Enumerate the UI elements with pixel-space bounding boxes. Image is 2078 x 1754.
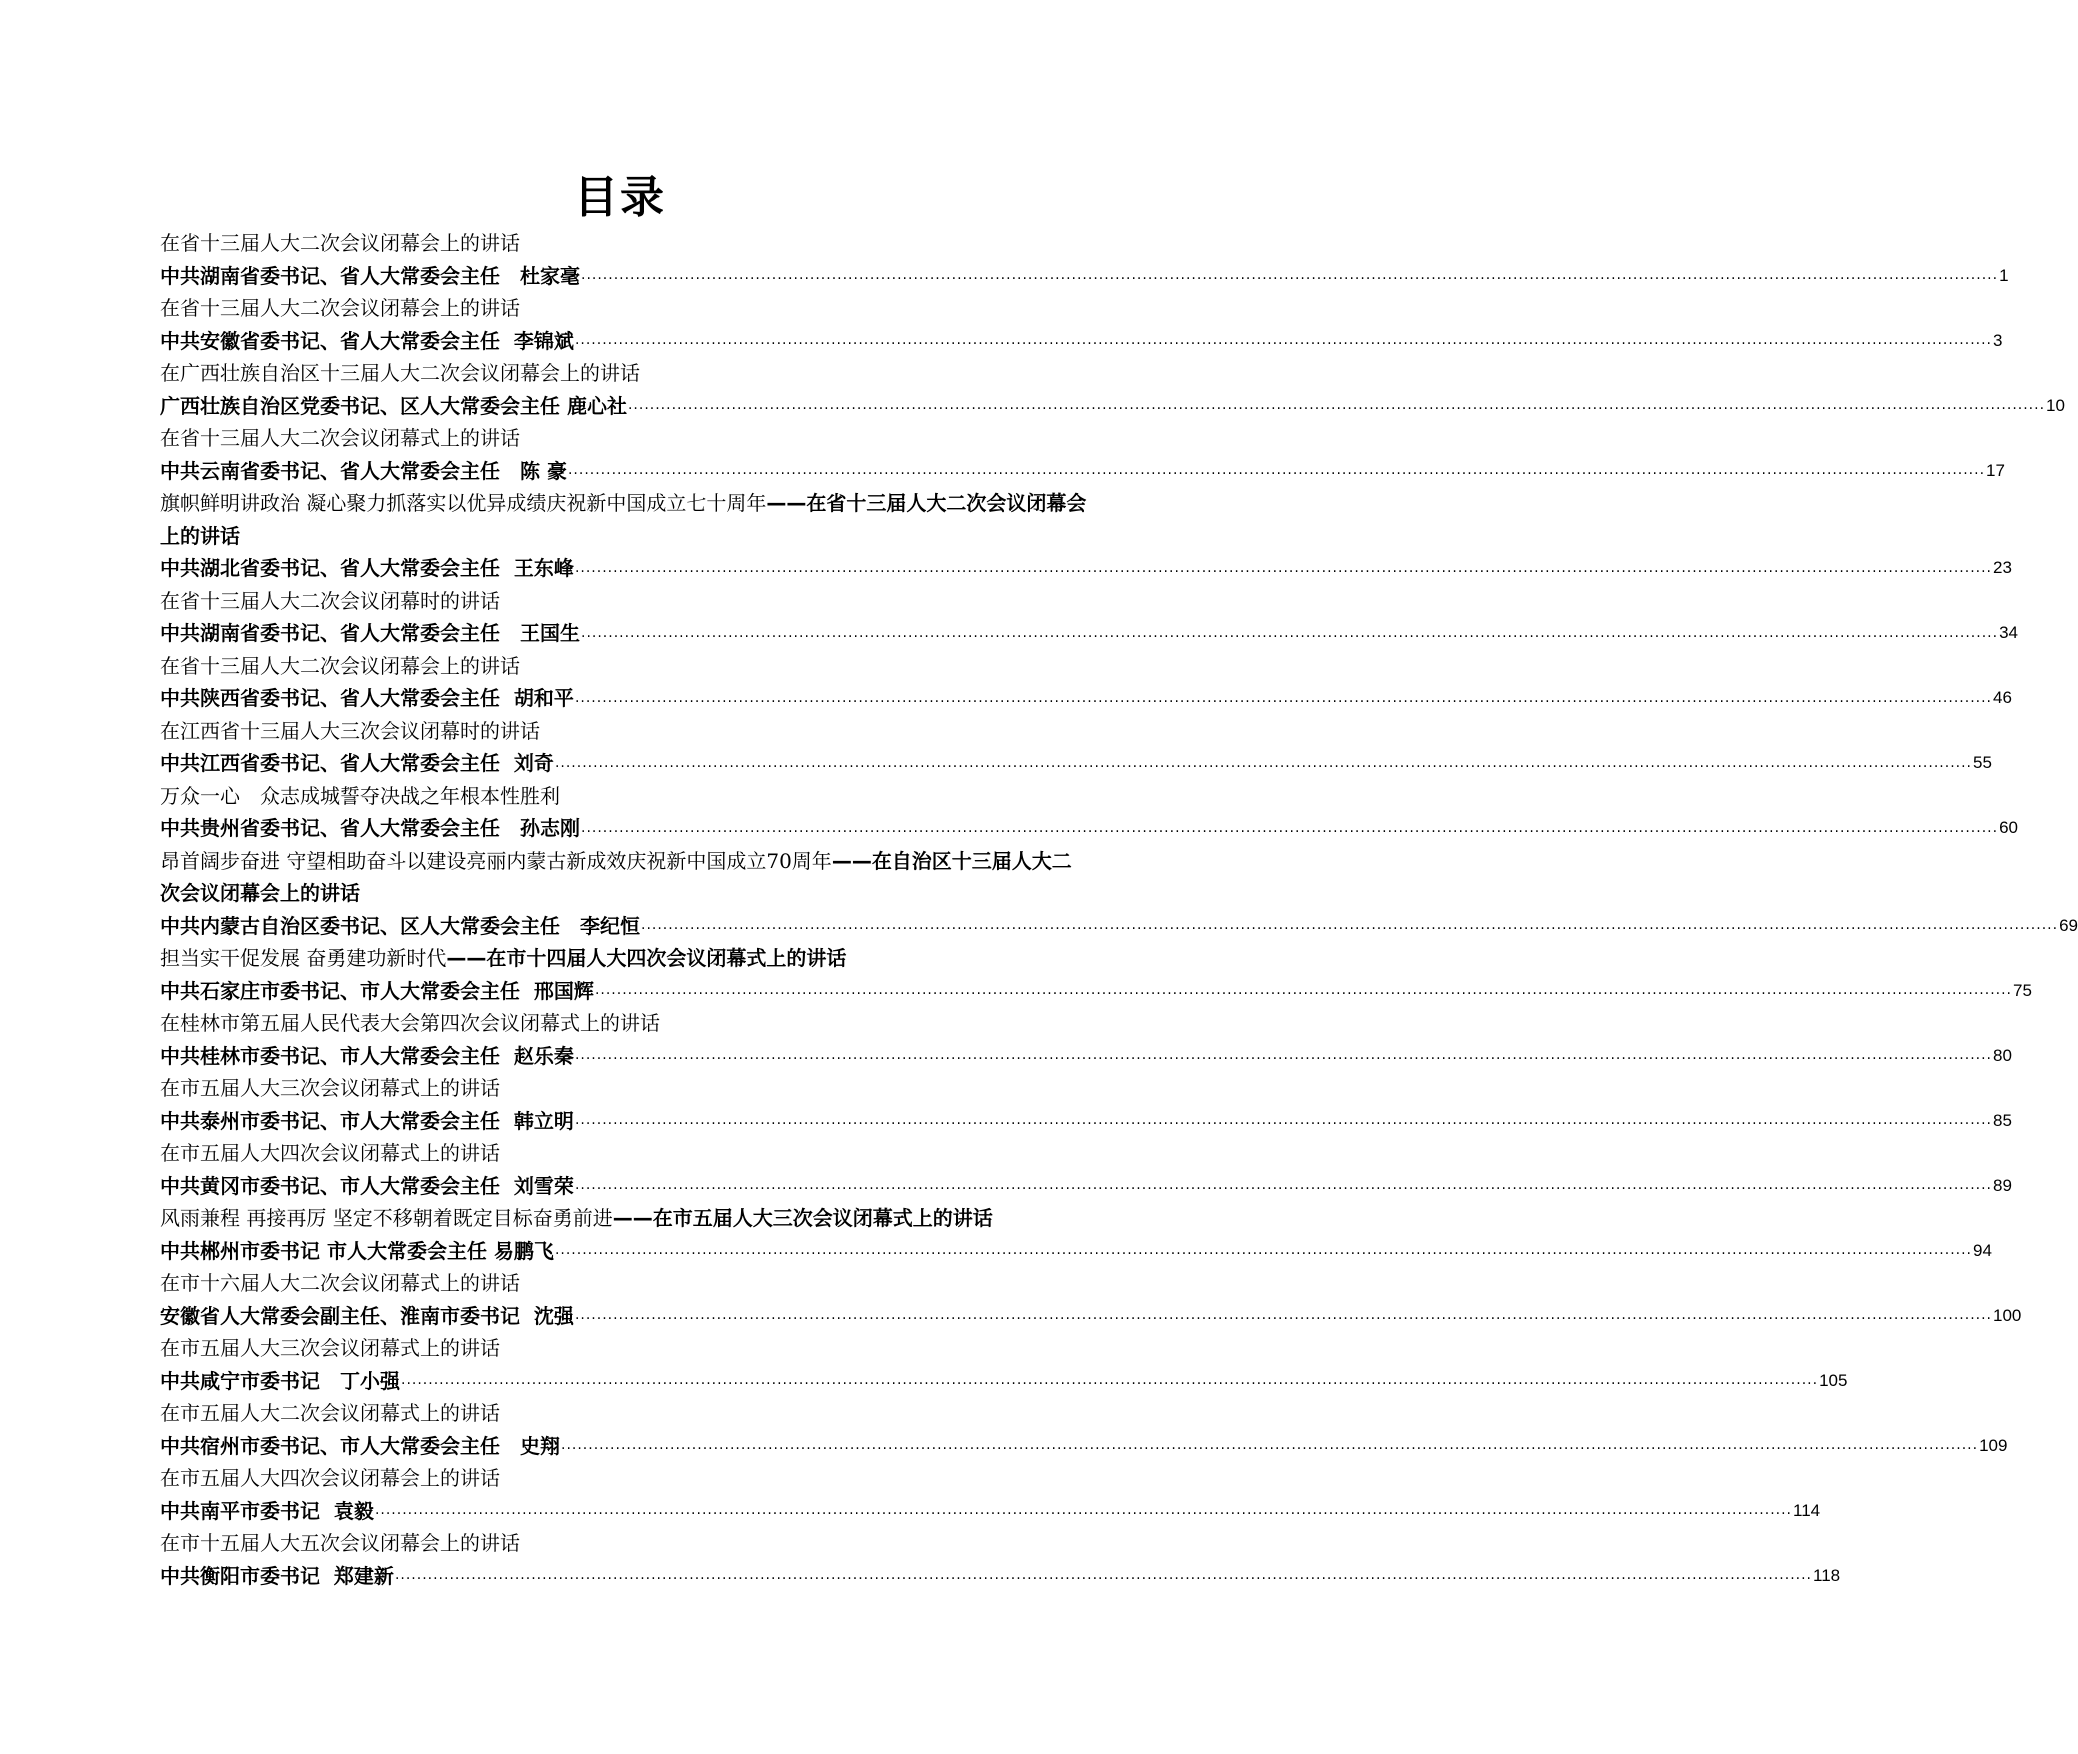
toc-entry-author-line [160, 390, 2065, 423]
toc-entry-author-line [160, 325, 2003, 358]
toc-entry-title-text: 在市五届人大三次会议闭幕式上的讲话 [160, 1076, 500, 1100]
dot-leader: .................................................................................................................................................................................................................................................................... [594, 982, 2012, 998]
toc-entry-title-text: 在市五届人大四次会议闭幕会上的讲话 [160, 1466, 500, 1490]
toc-entry-page-number: 85 [1993, 1110, 2012, 1130]
toc-entry-author: 中共云南省委书记、省人大常委会主任 陈 豪 [160, 458, 567, 483]
toc-entry-author: 中共内蒙古自治区委书记、区人大常委会主任 李纪恒 [160, 913, 640, 938]
toc-entry-title [160, 780, 1090, 813]
toc-entry[interactable] [160, 650, 2012, 715]
toc-entry-title-text: 在市十五届人大五次会议闭幕会上的讲话 [160, 1531, 520, 1555]
toc-entry-author: 中共湖南省委书记、省人大常委会主任 王国生 [160, 621, 580, 645]
toc-entry[interactable] [160, 585, 2018, 650]
dot-leader: .................................................................................................................................................................................................................................................................... [554, 1242, 1972, 1258]
toc-entry-title-text: 在省十三届人大二次会议闭幕会上的讲话 [160, 296, 520, 320]
toc-entry-author: 中共衡阳市委书记 郑建新 [160, 1563, 394, 1588]
toc-entry-page-number: 46 [1993, 688, 2012, 707]
toc-entry-page-number: 60 [1999, 818, 2018, 837]
toc-entry-page-number: 55 [1973, 753, 1992, 772]
toc-entry-page-number: 69 [2059, 915, 2078, 935]
dot-leader: .................................................................................................................................................................................................................................................................... [554, 754, 1972, 771]
toc-entry-title-text: 在江西省十三届人大三次会议闭幕时的讲话 [160, 718, 540, 743]
toc-entry-author: 广西壮族自治区党委书记、区人大常委会主任 鹿心社 [160, 393, 627, 418]
toc-entry-author-line [160, 1105, 2012, 1138]
toc-entry-author: 中共桂林市委书记、市人大常委会主任 赵乐秦 [160, 1043, 574, 1068]
toc-entry-title [160, 1267, 1090, 1300]
dot-leader: .................................................................................................................................................................................................................................................................... [574, 332, 1992, 348]
toc-entry-author-line [160, 975, 2032, 1008]
toc-entry-title-text: 在省十三届人大二次会议闭幕会上的讲话 [160, 653, 520, 678]
toc-entry[interactable] [160, 1527, 1841, 1592]
toc-entry-author: 中共郴州市委书记 市人大常委会主任 易鹏飞 [160, 1238, 554, 1263]
toc-entry[interactable] [160, 357, 2065, 422]
dot-leader: .................................................................................................................................................................................................................................................................... [581, 819, 1999, 836]
toc-entry-page-number: 80 [1993, 1045, 2012, 1065]
toc-entry-author-line [160, 1495, 1821, 1528]
toc-entry-title [160, 292, 1090, 325]
toc-entry-page-number: 100 [1993, 1305, 2022, 1325]
dot-leader: .................................................................................................................................................................................................................................................................... [581, 267, 1999, 283]
toc-entry-author: 中共泰州市委书记、市人大常委会主任 韩立明 [160, 1108, 574, 1133]
dot-leader: .................................................................................................................................................................................................................................................................... [574, 1047, 1992, 1063]
toc-entry-page-number: 10 [2046, 395, 2065, 415]
dot-leader: .................................................................................................................................................................................................................................................................... [574, 1112, 1992, 1128]
toc-entry[interactable] [160, 1267, 2022, 1332]
toc-entry[interactable] [160, 780, 2018, 845]
table-of-contents [160, 227, 2078, 1592]
toc-entry-title-text: 在市五届人大三次会议闭幕式上的讲话 [160, 1336, 500, 1360]
toc-entry[interactable] [160, 845, 2078, 943]
toc-entry-page-number: 17 [1986, 460, 2005, 480]
toc-entry-title-text: 在省十三届人大二次会议闭幕时的讲话 [160, 588, 500, 613]
toc-entry[interactable] [160, 942, 2032, 1007]
toc-entry-title-text: 风雨兼程 再接再厉 坚定不移朝着既定目标奋勇前进 [160, 1206, 613, 1230]
toc-entry-title-suffix: ——在市十四届人大四次会议闭幕式上的讲话 [446, 946, 847, 970]
toc-entry-author-line [160, 617, 2018, 650]
toc-entry-author-line [160, 1560, 1841, 1593]
toc-entry[interactable] [160, 1397, 2008, 1462]
toc-entry-page-number: 109 [1979, 1435, 2008, 1455]
dot-leader: .................................................................................................................................................................................................................................................................... [567, 462, 1986, 478]
toc-entry-title-text: 昂首阔步奋进 守望相助奋斗以建设亮丽内蒙古新成效庆祝新中国成立70周年 [160, 848, 832, 873]
dot-leader: .................................................................................................................................................................................................................................................................... [574, 1307, 1992, 1323]
toc-entry-page-number: 94 [1973, 1240, 1992, 1260]
toc-entry-author: 安徽省人大常委会副主任、淮南市委书记 沈强 [160, 1303, 574, 1328]
toc-entry-title [160, 422, 1090, 455]
dot-leader: .................................................................................................................................................................................................................................................................... [581, 624, 1999, 641]
toc-entry-page-number: 34 [1999, 623, 2018, 642]
toc-entry[interactable] [160, 1202, 1992, 1267]
toc-entry[interactable] [160, 1007, 2012, 1072]
toc-entry-title-suffix: ——在自治区十三届人大二次会议闭幕会上的讲话 [160, 848, 1072, 905]
toc-entry-title [160, 227, 1090, 260]
toc-entry-title [160, 845, 1090, 910]
dot-leader: .................................................................................................................................................................................................................................................................... [627, 397, 2046, 413]
toc-entry-author-line [160, 1235, 1992, 1268]
toc-entry-author-line [160, 812, 2018, 845]
toc-entry-title-text: 担当实干促发展 奋勇建功新时代 [160, 946, 447, 970]
toc-entry-author-line [160, 682, 2012, 715]
toc-entry-title-text: 在市十六届人大二次会议闭幕式上的讲话 [160, 1271, 520, 1295]
toc-entry-page-number: 114 [1793, 1500, 1821, 1520]
toc-entry-title [160, 942, 1090, 975]
toc-entry-page-number: 75 [2013, 980, 2032, 1000]
toc-entry-author: 中共湖北省委书记、省人大常委会主任 王东峰 [160, 556, 574, 580]
toc-entry-author-line [160, 260, 2009, 293]
toc-entry-author: 中共宿州市委书记、市人大常委会主任 史翔 [160, 1433, 560, 1458]
toc-entry[interactable] [160, 715, 1992, 780]
toc-entry-page-number: 118 [1813, 1565, 1841, 1585]
toc-entry-title [160, 585, 1090, 618]
toc-entry-author-line [160, 1300, 2022, 1333]
dot-leader: .................................................................................................................................................................................................................................................................... [561, 1437, 1979, 1453]
toc-entry-page-number: 3 [1993, 330, 2003, 350]
dot-leader: .................................................................................................................................................................................................................................................................... [641, 917, 2059, 933]
toc-entry[interactable] [160, 422, 2005, 487]
toc-entry[interactable] [160, 487, 2012, 585]
dot-leader: .................................................................................................................................................................................................................................................................... [574, 689, 1992, 706]
toc-entry-title-text: 在省十三届人大二次会议闭幕会上的讲话 [160, 231, 520, 255]
toc-entry-author: 中共南平市委书记 袁毅 [160, 1498, 374, 1523]
toc-entry-title [160, 1137, 1090, 1170]
toc-entry-page-number: 1 [1999, 265, 2009, 285]
toc-entry-title [160, 1397, 1090, 1430]
dot-leader: .................................................................................................................................................................................................................................................................... [374, 1502, 1792, 1518]
page-title: 目录 [574, 172, 666, 223]
toc-entry-title [160, 1072, 1090, 1105]
dot-leader: .................................................................................................................................................................................................................................................................... [574, 1177, 1992, 1193]
dot-leader: .................................................................................................................................................................................................................................................................... [401, 1372, 1819, 1388]
toc-entry-title [160, 1332, 1090, 1365]
toc-entry-title [160, 487, 1090, 552]
toc-entry-author: 中共贵州省委书记、省人大常委会主任 孙志刚 [160, 816, 580, 840]
dot-leader: .................................................................................................................................................................................................................................................................... [394, 1567, 1812, 1583]
toc-entry-author: 中共黄冈市委书记、市人大常委会主任 刘雪荣 [160, 1173, 574, 1198]
toc-entry-title-suffix: ——在市五届人大三次会议闭幕式上的讲话 [612, 1206, 993, 1230]
toc-entry-title-text: 在广西壮族自治区十三届人大二次会议闭幕会上的讲话 [160, 361, 640, 385]
toc-entry-title [160, 357, 1090, 390]
toc-entry[interactable] [160, 1137, 2012, 1202]
toc-entry-title-text: 旗帜鲜明讲政治 凝心聚力抓落实以优异成绩庆祝新中国成立七十周年 [160, 491, 767, 515]
toc-entry-author-line [160, 747, 1992, 780]
toc-entry-title-text: 在省十三届人大二次会议闭幕式上的讲话 [160, 426, 520, 450]
toc-entry-title [160, 1462, 1090, 1495]
toc-entry[interactable] [160, 1072, 2012, 1137]
toc-entry-title [160, 1202, 1090, 1235]
toc-entry-title [160, 650, 1090, 683]
toc-entry-author: 中共安徽省委书记、省人大常委会主任 李锦斌 [160, 328, 574, 353]
toc-entry-title [160, 715, 1090, 748]
toc-entry-author-line [160, 1170, 2012, 1203]
toc-entry[interactable] [160, 292, 2003, 357]
dot-leader: .................................................................................................................................................................................................................................................................... [574, 559, 1992, 576]
toc-entry-author-line [160, 1040, 2012, 1073]
toc-entry-title-text: 在市五届人大二次会议闭幕式上的讲话 [160, 1401, 500, 1425]
toc-entry-page-number: 105 [1819, 1370, 1848, 1390]
toc-entry-author-line [160, 455, 2005, 488]
toc-entry-title-text: 在市五届人大四次会议闭幕式上的讲话 [160, 1141, 500, 1165]
toc-entry-title-text: 在桂林市第五届人民代表大会第四次会议闭幕式上的讲话 [160, 1011, 660, 1035]
toc-entry-title-text: 万众一心 众志成城誓夺决战之年根本性胜利 [160, 783, 560, 808]
toc-entry[interactable] [160, 227, 2009, 292]
toc-entry-page-number: 89 [1993, 1175, 2012, 1195]
toc-entry-author: 中共江西省委书记、省人大常委会主任 刘奇 [160, 751, 554, 775]
toc-entry-title [160, 1527, 1090, 1560]
toc-entry-author-line [160, 1365, 1848, 1398]
toc-entry-author: 中共石家庄市委书记、市人大常委会主任 邢国辉 [160, 978, 594, 1003]
toc-entry-author: 中共湖南省委书记、省人大常委会主任 杜家毫 [160, 263, 580, 288]
toc-entry-author-line [160, 910, 2078, 943]
toc-entry-author: 中共陕西省委书记、省人大常委会主任 胡和平 [160, 686, 574, 710]
toc-entry[interactable] [160, 1332, 1848, 1397]
toc-entry-page-number: 23 [1993, 558, 2012, 577]
toc-entry-title [160, 1007, 1090, 1040]
toc-entry-author-line [160, 1430, 2008, 1463]
toc-entry-title-suffix: ——在省十三届人大二次会议闭幕会上的讲话 [160, 491, 1087, 548]
toc-entry-author-line [160, 552, 2012, 585]
toc-entry[interactable] [160, 1462, 1821, 1527]
toc-entry-author: 中共咸宁市委书记 丁小强 [160, 1368, 400, 1393]
